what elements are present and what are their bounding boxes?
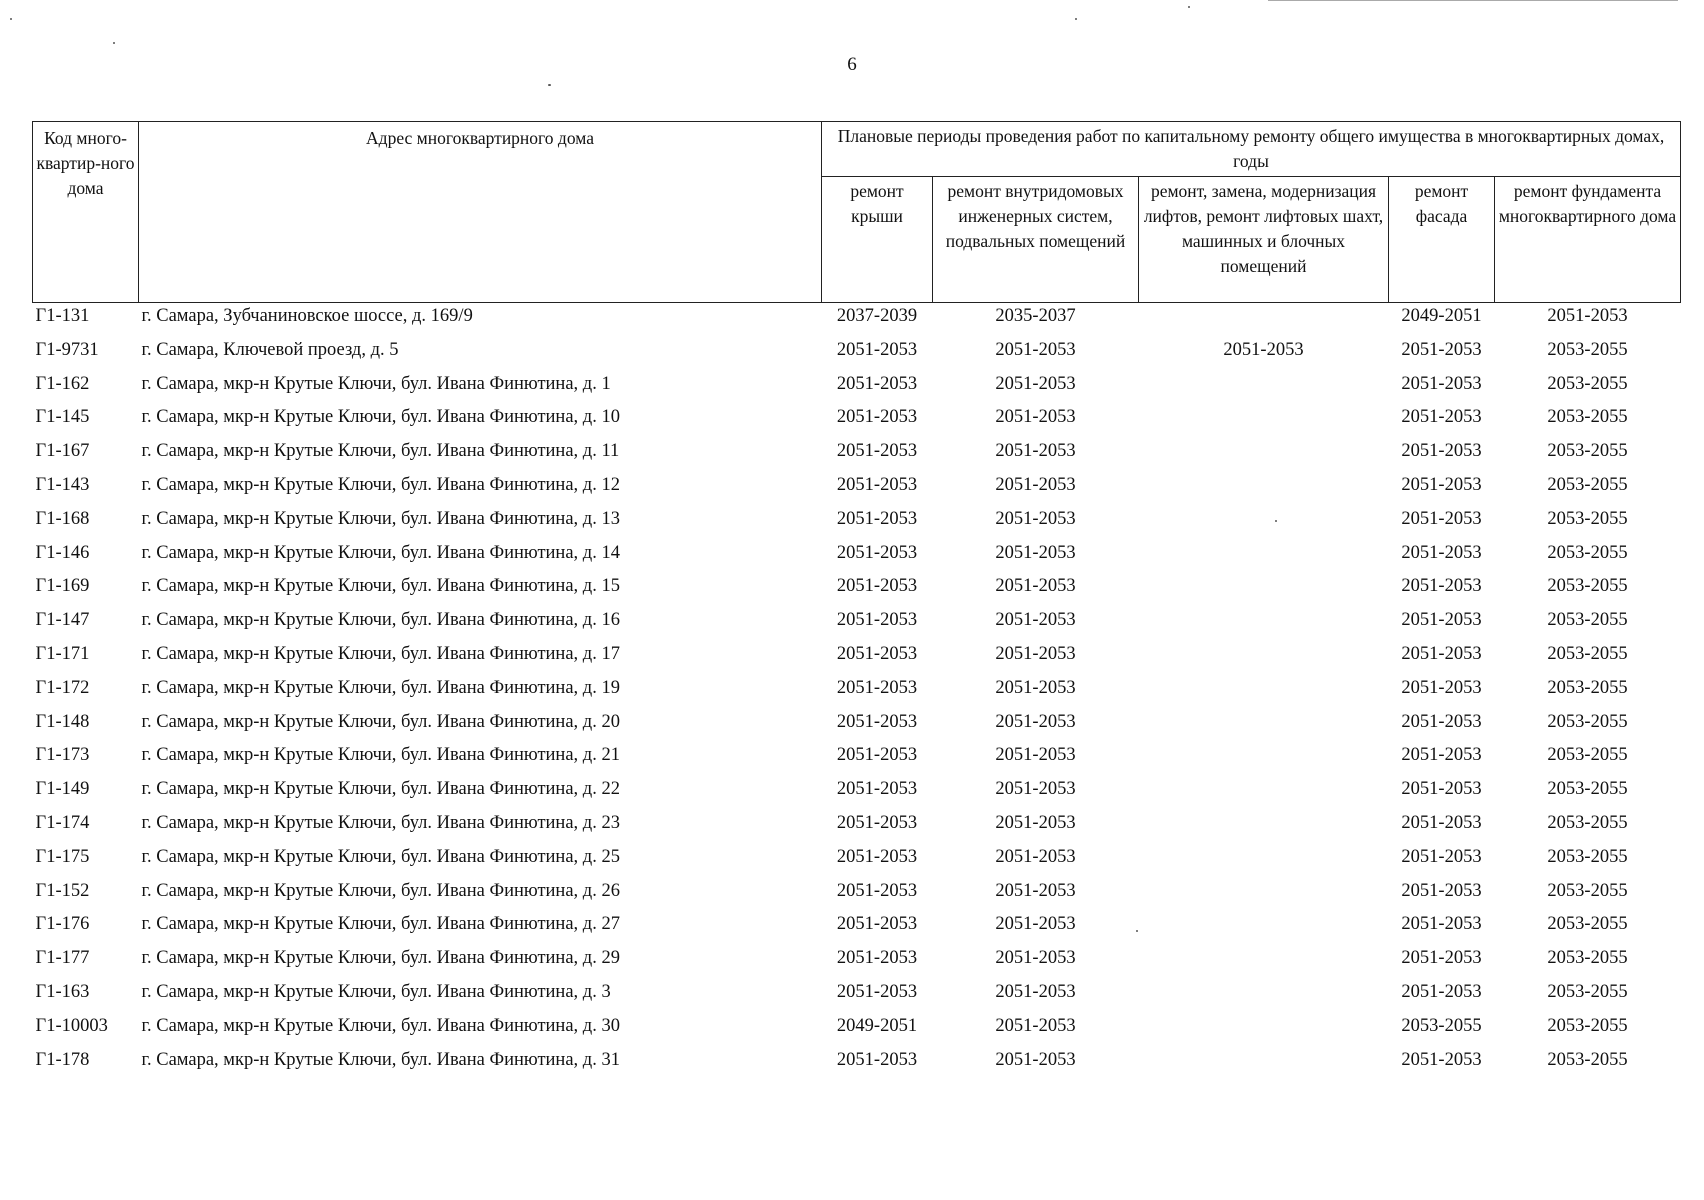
table-row [33, 337, 1681, 371]
table-row [33, 438, 1681, 472]
cell-foundation: 2053-2055 [1547, 474, 1628, 495]
cell-address: г. Самара, Зубчаниновское шоссе, д. 169/9 [141, 306, 473, 326]
cell-foundation: 2051-2053 [1547, 306, 1628, 326]
cell-foundation: 2053-2055 [1547, 677, 1628, 698]
cell-elevators [1139, 945, 1389, 979]
cell-code: Г1-167 [35, 441, 90, 462]
cell-elevators [1139, 1013, 1389, 1047]
scan-speck [1075, 18, 1077, 20]
table-row [33, 472, 1681, 506]
cell-engineering: 2051-2053 [995, 1049, 1076, 1070]
header-code: Код много-квартир-ного дома [33, 122, 139, 303]
cell-roof: 2051-2053 [836, 711, 918, 732]
cell-foundation: 2053-2055 [1547, 441, 1628, 462]
cell-code: Г1-146 [35, 542, 90, 563]
cell-facade: 2053-2055 [1401, 1015, 1482, 1036]
cell-foundation: 2053-2055 [1547, 508, 1628, 529]
cell-roof: 2051-2053 [836, 914, 918, 935]
cell-engineering: 2051-2053 [995, 407, 1076, 428]
cell-elevators [1139, 675, 1389, 709]
cell-foundation: 2053-2055 [1547, 542, 1628, 563]
table-row [33, 303, 1681, 337]
header-foundation: ремонт фундамента многоквартирного дома [1495, 177, 1681, 303]
table-header [33, 122, 1681, 303]
cell-facade: 2051-2053 [1401, 711, 1482, 732]
cell-roof: 2051-2053 [836, 1049, 918, 1070]
cell-address: г. Самара, мкр-н Крутые Ключи, бул. Ивана Финютина, д. 21 [141, 745, 620, 766]
cell-code: Г1-147 [35, 610, 90, 631]
cell-code: Г1-10003 [35, 1015, 108, 1036]
table-row [33, 810, 1681, 844]
cell-facade: 2051-2053 [1401, 846, 1482, 867]
cell-foundation: 2053-2055 [1547, 914, 1628, 935]
cell-facade: 2051-2053 [1401, 745, 1482, 766]
table-row [33, 641, 1681, 675]
cell-code: Г1-173 [35, 745, 90, 766]
header-facade: ремонт фасада [1389, 177, 1495, 303]
cell-foundation: 2053-2055 [1547, 373, 1628, 394]
cell-foundation: 2053-2055 [1547, 407, 1628, 428]
cell-facade: 2049-2051 [1401, 306, 1482, 326]
cell-foundation: 2053-2055 [1547, 779, 1628, 800]
cell-elevators [1139, 438, 1389, 472]
cell-code: Г1-152 [35, 880, 90, 901]
cell-address: г. Самара, мкр-н Крутые Ключи, бул. Ивана Финютина, д. 22 [141, 779, 620, 800]
cell-elevators [1139, 810, 1389, 844]
cell-code: Г1-149 [35, 779, 90, 800]
cell-engineering: 2051-2053 [995, 745, 1076, 766]
cell-engineering: 2051-2053 [995, 542, 1076, 563]
cell-roof: 2051-2053 [836, 677, 918, 698]
cell-engineering: 2051-2053 [995, 576, 1076, 597]
cell-roof: 2051-2053 [836, 846, 918, 867]
cell-roof: 2051-2053 [836, 407, 918, 428]
cell-roof: 2051-2053 [836, 948, 918, 969]
scan-speck [10, 18, 12, 20]
table-row [33, 404, 1681, 438]
cell-roof: 2051-2053 [836, 643, 918, 664]
cell-elevators [1139, 472, 1389, 506]
cell-roof: 2051-2053 [836, 373, 918, 394]
cell-elevators: 2051-2053 [1223, 339, 1304, 360]
scan-speck [1188, 6, 1190, 8]
cell-code: Г1-145 [35, 407, 90, 428]
cell-code: Г1-168 [35, 508, 90, 529]
cell-code: Г1-172 [35, 677, 90, 698]
cell-address: г. Самара, мкр-н Крутые Ключи, бул. Ивана Финютина, д. 15 [141, 576, 620, 597]
cell-code: Г1-178 [35, 1049, 90, 1070]
cell-engineering: 2051-2053 [995, 1015, 1076, 1036]
table-row [33, 911, 1681, 945]
cell-roof: 2051-2053 [836, 610, 918, 631]
table-row [33, 1013, 1681, 1047]
table-body [33, 303, 1681, 1081]
cell-roof: 2051-2053 [836, 745, 918, 766]
cell-foundation: 2053-2055 [1547, 880, 1628, 901]
cell-elevators [1139, 844, 1389, 878]
cell-facade: 2051-2053 [1401, 576, 1482, 597]
cell-address: г. Самара, мкр-н Крутые Ключи, бул. Ивана Финютина, д. 20 [141, 711, 620, 732]
cell-address: г. Самара, мкр-н Крутые Ключи, бул. Ивана Финютина, д. 10 [141, 407, 620, 428]
scan-speck [1136, 930, 1138, 932]
cell-engineering: 2051-2053 [995, 711, 1076, 732]
cell-facade: 2051-2053 [1401, 542, 1482, 563]
cell-engineering: 2051-2053 [995, 441, 1076, 462]
table-row [33, 506, 1681, 540]
cell-facade: 2051-2053 [1401, 373, 1482, 394]
cell-address: г. Самара, мкр-н Крутые Ключи, бул. Ивана Финютина, д. 31 [141, 1049, 620, 1070]
cell-address: г. Самара, мкр-н Крутые Ключи, бул. Ивана Финютина, д. 3 [141, 981, 611, 1002]
table-row [33, 709, 1681, 743]
cell-foundation: 2053-2055 [1547, 981, 1628, 1002]
cell-elevators [1139, 979, 1389, 1013]
cell-code: Г1-174 [35, 812, 90, 833]
cell-roof: 2051-2053 [836, 542, 918, 563]
cell-roof: 2049-2051 [836, 1015, 918, 1036]
cell-engineering: 2051-2053 [995, 474, 1076, 495]
cell-foundation: 2053-2055 [1547, 812, 1628, 833]
cell-engineering: 2051-2053 [995, 339, 1076, 360]
cell-code: Г1-162 [35, 373, 90, 394]
cell-address: г. Самара, Ключевой проезд, д. 5 [141, 339, 399, 360]
cell-elevators [1139, 303, 1389, 337]
cell-roof: 2051-2053 [836, 576, 918, 597]
table-row [33, 878, 1681, 912]
cell-facade: 2051-2053 [1401, 812, 1482, 833]
cell-elevators [1139, 641, 1389, 675]
cell-roof: 2051-2053 [836, 812, 918, 833]
table-row [33, 573, 1681, 607]
cell-foundation: 2053-2055 [1547, 745, 1628, 766]
cell-address: г. Самара, мкр-н Крутые Ключи, бул. Ивана Финютина, д. 1 [141, 373, 611, 394]
cell-elevators [1139, 709, 1389, 743]
table-row [33, 844, 1681, 878]
cell-address: г. Самара, мкр-н Крутые Ключи, бул. Ивана Финютина, д. 25 [141, 846, 620, 867]
cell-elevators [1139, 404, 1389, 438]
header-engineering: ремонт внутридомовых инженерных систем, подвальных помещений [933, 177, 1139, 303]
cell-elevators [1139, 506, 1389, 540]
cell-code: Г1-171 [35, 643, 90, 664]
cell-engineering: 2051-2053 [995, 948, 1076, 969]
cell-address: г. Самара, мкр-н Крутые Ключи, бул. Ивана Финютина, д. 13 [141, 508, 620, 529]
cell-address: г. Самара, мкр-н Крутые Ключи, бул. Ивана Финютина, д. 11 [141, 441, 620, 462]
cell-facade: 2051-2053 [1401, 339, 1482, 360]
table-row [33, 607, 1681, 641]
cell-code: Г1-9731 [35, 339, 99, 360]
cell-engineering: 2035-2037 [995, 306, 1076, 326]
table-row [33, 371, 1681, 405]
cell-code: Г1-177 [35, 948, 90, 969]
cell-elevators [1139, 1047, 1389, 1081]
cell-facade: 2051-2053 [1401, 643, 1482, 664]
header-address: Адрес многоквартирного дома [139, 122, 822, 303]
table-row [33, 540, 1681, 574]
cell-foundation: 2053-2055 [1547, 948, 1628, 969]
cell-roof: 2051-2053 [836, 339, 918, 360]
cell-address: г. Самара, мкр-н Крутые Ключи, бул. Ивана Финютина, д. 19 [141, 677, 620, 698]
scan-speck [113, 42, 115, 44]
cell-elevators [1139, 911, 1389, 945]
cell-facade: 2051-2053 [1401, 948, 1482, 969]
cell-facade: 2051-2053 [1401, 779, 1482, 800]
cell-foundation: 2053-2055 [1547, 846, 1628, 867]
table-row [33, 742, 1681, 776]
scan-speck [548, 84, 551, 86]
cell-address: г. Самара, мкр-н Крутые Ключи, бул. Ивана Финютина, д. 27 [141, 914, 620, 935]
cell-facade: 2051-2053 [1401, 677, 1482, 698]
cell-address: г. Самара, мкр-н Крутые Ключи, бул. Ивана Финютина, д. 23 [141, 812, 620, 833]
header-roof: ремонт крыши [822, 177, 933, 303]
cell-address: г. Самара, мкр-н Крутые Ключи, бул. Ивана Финютина, д. 16 [141, 610, 620, 631]
repair-schedule-table [32, 121, 1681, 1080]
table-row [33, 1047, 1681, 1081]
cell-facade: 2051-2053 [1401, 880, 1482, 901]
cell-address: г. Самара, мкр-н Крутые Ключи, бул. Ивана Финютина, д. 26 [141, 880, 620, 901]
cell-foundation: 2053-2055 [1547, 711, 1628, 732]
cell-facade: 2051-2053 [1401, 914, 1482, 935]
cell-foundation: 2053-2055 [1547, 339, 1628, 360]
table-row [33, 945, 1681, 979]
cell-engineering: 2051-2053 [995, 812, 1076, 833]
scan-speck [1268, 0, 1678, 1]
cell-engineering: 2051-2053 [995, 880, 1076, 901]
cell-code: Г1-175 [35, 846, 90, 867]
cell-code: Г1-176 [35, 914, 90, 935]
cell-roof: 2051-2053 [836, 981, 918, 1002]
cell-facade: 2051-2053 [1401, 407, 1482, 428]
cell-engineering: 2051-2053 [995, 846, 1076, 867]
cell-engineering: 2051-2053 [995, 373, 1076, 394]
page-number: 6 [847, 54, 857, 75]
cell-code: Г1-131 [35, 306, 90, 326]
cell-elevators [1139, 776, 1389, 810]
cell-foundation: 2053-2055 [1547, 1049, 1628, 1070]
cell-elevators [1139, 742, 1389, 776]
cell-address: г. Самара, мкр-н Крутые Ключи, бул. Ивана Финютина, д. 14 [141, 542, 620, 563]
cell-engineering: 2051-2053 [995, 779, 1076, 800]
cell-roof: 2051-2053 [836, 441, 918, 462]
cell-engineering: 2051-2053 [995, 914, 1076, 935]
cell-address: г. Самара, мкр-н Крутые Ключи, бул. Ивана Финютина, д. 29 [141, 948, 620, 969]
cell-elevators [1139, 371, 1389, 405]
cell-address: г. Самара, мкр-н Крутые Ключи, бул. Ивана Финютина, д. 12 [141, 474, 620, 495]
cell-elevators [1139, 573, 1389, 607]
cell-engineering: 2051-2053 [995, 643, 1076, 664]
cell-address: г. Самара, мкр-н Крутые Ключи, бул. Ивана Финютина, д. 30 [141, 1015, 620, 1036]
cell-foundation: 2053-2055 [1547, 643, 1628, 664]
cell-foundation: 2053-2055 [1547, 576, 1628, 597]
cell-engineering: 2051-2053 [995, 981, 1076, 1002]
cell-elevators [1139, 607, 1389, 641]
table-row [33, 979, 1681, 1013]
cell-facade: 2051-2053 [1401, 1049, 1482, 1070]
cell-code: Г1-148 [35, 711, 90, 732]
cell-code: Г1-163 [35, 981, 90, 1002]
cell-facade: 2051-2053 [1401, 610, 1482, 631]
table-row [33, 776, 1681, 810]
cell-roof: 2051-2053 [836, 508, 918, 529]
table-row [33, 675, 1681, 709]
cell-engineering: 2051-2053 [995, 508, 1076, 529]
cell-roof: 2051-2053 [836, 779, 918, 800]
cell-code: Г1-143 [35, 474, 90, 495]
cell-facade: 2051-2053 [1401, 474, 1482, 495]
cell-facade: 2051-2053 [1401, 441, 1482, 462]
cell-roof: 2051-2053 [836, 474, 918, 495]
cell-facade: 2051-2053 [1401, 508, 1482, 529]
header-planned-periods: Плановые периоды проведения работ по капитальному ремонту общего имущества в многоквартирных домах, годы [822, 122, 1681, 177]
cell-roof: 2037-2039 [836, 306, 918, 326]
cell-foundation: 2053-2055 [1547, 610, 1628, 631]
cell-engineering: 2051-2053 [995, 610, 1076, 631]
cell-address: г. Самара, мкр-н Крутые Ключи, бул. Ивана Финютина, д. 17 [141, 643, 620, 664]
cell-elevators [1139, 540, 1389, 574]
cell-foundation: 2053-2055 [1547, 1015, 1628, 1036]
cell-roof: 2051-2053 [836, 880, 918, 901]
cell-code: Г1-169 [35, 576, 90, 597]
scan-speck [1275, 520, 1277, 522]
cell-facade: 2051-2053 [1401, 981, 1482, 1002]
cell-elevators [1139, 878, 1389, 912]
header-elevators: ремонт, замена, модернизация лифтов, ремонт лифтовых шахт, машинных и блочных помещений [1139, 177, 1389, 303]
cell-engineering: 2051-2053 [995, 677, 1076, 698]
